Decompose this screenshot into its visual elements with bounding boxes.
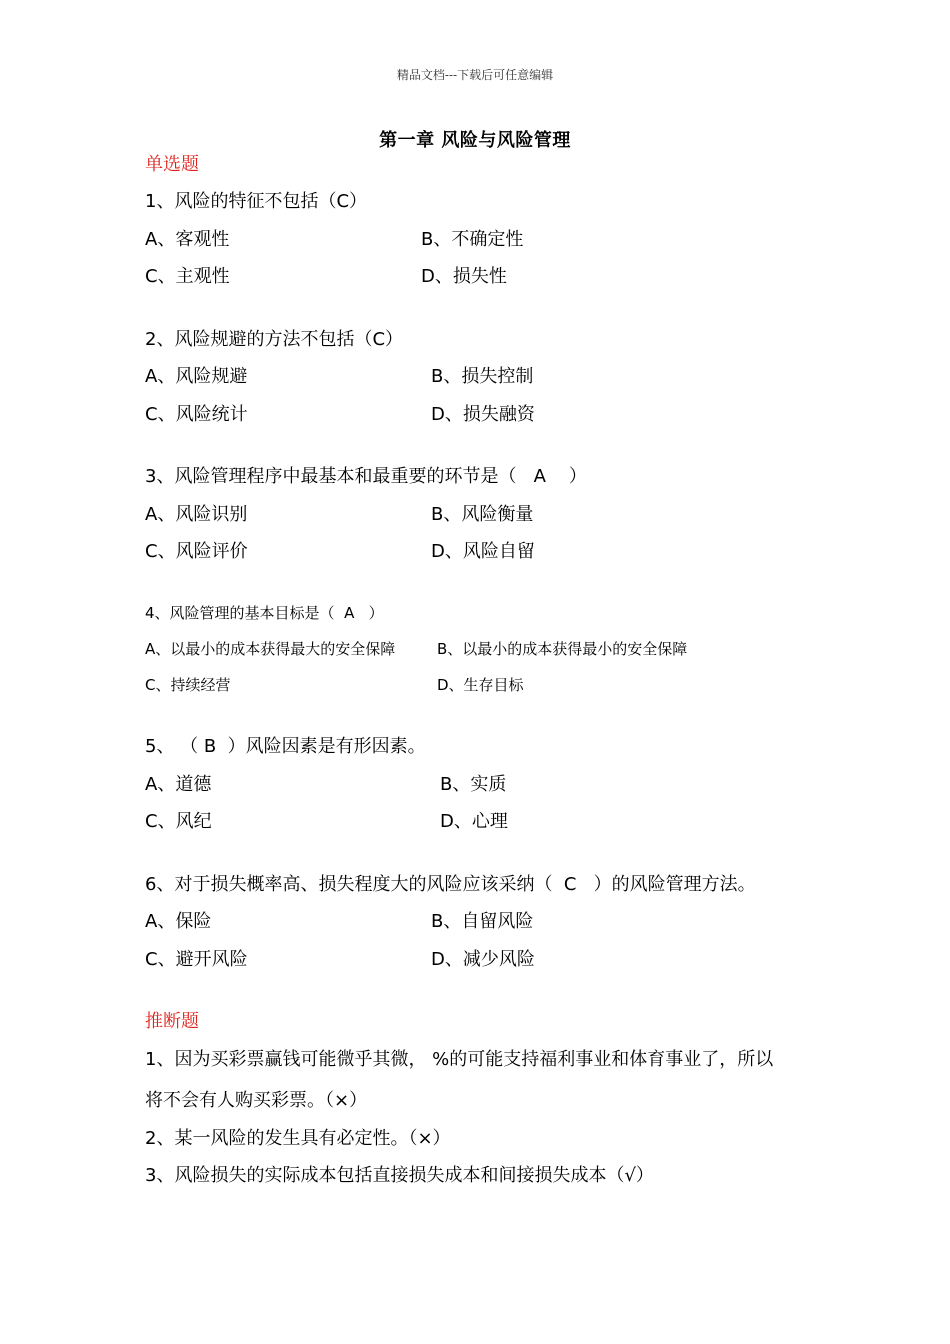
judgement-1-line-1: 1、因为买彩票赢钱可能微乎其微， %的可能支持福利事业和体育事业了，所以 — [145, 1049, 774, 1070]
question-5-option-c: C、风纪 — [145, 811, 212, 832]
question-2-option-a: A、风险规避 — [145, 366, 248, 387]
judgement-2: 2、某一风险的发生具有必定性。（×） — [145, 1128, 451, 1149]
question-6-stem: 6、对于损失概率高、损失程度大的风险应该采纳（ C ）的风险管理方法。 — [145, 874, 756, 895]
question-2-option-c: C、风险统计 — [145, 404, 248, 425]
question-4-option-b: B、以最小的成本获得最小的安全保障 — [437, 640, 688, 658]
question-6-option-b: B、自留风险 — [431, 911, 534, 932]
question-6-option-a: A、保险 — [145, 911, 212, 932]
question-1-option-c: C、主观性 — [145, 266, 230, 287]
question-5-option-b: B、实质 — [440, 774, 507, 795]
question-5-stem: 5、 （ B ）风险因素是有形因素。 — [145, 736, 426, 757]
question-4-option-c: C、持续经营 — [145, 676, 231, 694]
question-3-stem: 3、风险管理程序中最基本和最重要的环节是（ A ） — [145, 466, 587, 487]
question-6-option-d: D、减少风险 — [431, 949, 535, 970]
chapter-title: 第一章 风险与风险管理 — [379, 130, 571, 151]
question-3-option-c: C、风险评价 — [145, 541, 248, 562]
question-3-option-d: D、风险自留 — [431, 541, 535, 562]
question-5-option-a: A、道德 — [145, 774, 212, 795]
question-1-option-d: D、损失性 — [421, 266, 507, 287]
question-1-option-a: A、客观性 — [145, 229, 230, 250]
question-1-option-b: B、不确定性 — [421, 229, 524, 250]
question-4-stem: 4、风险管理的基本目标是（ A ） — [145, 604, 384, 622]
section-judgement: 推断题 — [145, 1011, 199, 1032]
question-3-option-a: A、风险识别 — [145, 504, 248, 525]
judgement-3: 3、风险损失的实际成本包括直接损失成本和间接损失成本（√） — [145, 1165, 654, 1186]
question-6-option-c: C、避开风险 — [145, 949, 248, 970]
question-2-stem: 2、风险规避的方法不包括（C） — [145, 329, 404, 350]
question-2-option-b: B、损失控制 — [431, 366, 534, 387]
section-single-choice: 单选题 — [145, 154, 199, 175]
question-3-option-b: B、风险衡量 — [431, 504, 534, 525]
question-4-option-a: A、以最小的成本获得最大的安全保障 — [145, 640, 396, 658]
question-2-option-d: D、损失融资 — [431, 404, 535, 425]
question-4-option-d: D、生存目标 — [437, 676, 524, 694]
header-watermark: 精品文档---下载后可任意编辑 — [396, 68, 554, 82]
question-5-option-d: D、心理 — [440, 811, 508, 832]
judgement-1-line-2: 将不会有人购买彩票。（×） — [145, 1090, 368, 1111]
question-1-stem: 1、风险的特征不包括（C） — [145, 191, 368, 212]
